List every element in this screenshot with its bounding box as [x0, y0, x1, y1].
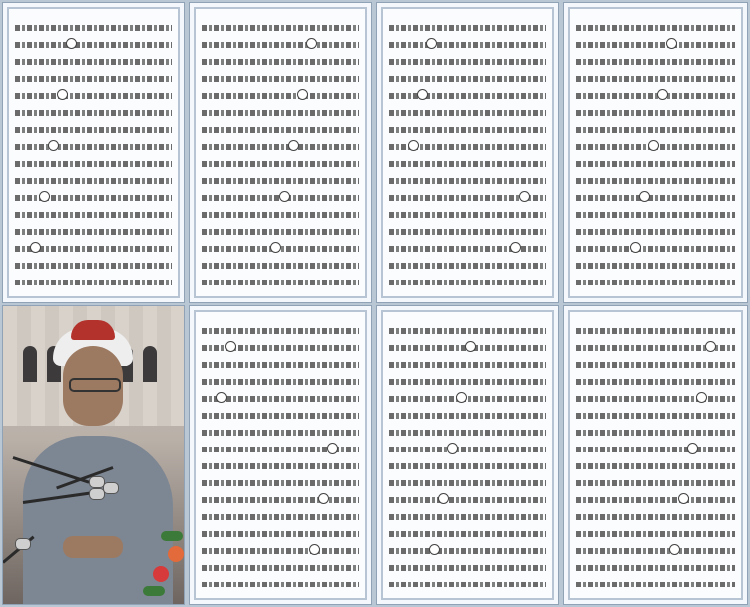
ayah-marker-icon: [429, 544, 440, 555]
hands: [63, 536, 123, 558]
text-line: [576, 514, 735, 520]
ayah-marker-icon: [309, 544, 320, 555]
page-frame: [381, 310, 554, 600]
text-line: [202, 25, 359, 31]
reciter-body: [23, 436, 173, 605]
text-line: [202, 42, 359, 48]
text-line: [389, 565, 546, 571]
text-line: [576, 76, 735, 82]
text-line: [576, 263, 735, 269]
text-line: [202, 362, 359, 368]
text-line: [576, 212, 735, 218]
text-line: [202, 514, 359, 520]
text-line: [576, 582, 735, 588]
text-line: [389, 548, 546, 554]
ayah-marker-icon: [30, 242, 41, 253]
microphone-icon: [15, 538, 31, 550]
text-line: [389, 480, 546, 486]
text-line: [202, 263, 359, 269]
page-frame: [194, 7, 367, 298]
text-line: [389, 582, 546, 588]
text-line: [389, 263, 546, 269]
quran-page-3: [376, 2, 559, 303]
text-line: [389, 413, 546, 419]
reciter-photo: [2, 305, 185, 605]
text-line: [389, 280, 546, 286]
text-line: [389, 497, 546, 503]
text-line: [389, 42, 546, 48]
text-line: [576, 565, 735, 571]
text-line: [389, 463, 546, 469]
text-line: [15, 144, 172, 150]
text-line: [389, 328, 546, 334]
text-line: [576, 229, 735, 235]
text-line: [389, 25, 546, 31]
text-line: [15, 110, 172, 116]
text-line: [202, 413, 359, 419]
text-line: [576, 362, 735, 368]
text-line: [389, 531, 546, 537]
ayah-marker-icon: [48, 140, 59, 151]
text-line: [389, 514, 546, 520]
text-line: [389, 93, 546, 99]
text-line: [202, 531, 359, 537]
text-line: [202, 161, 359, 167]
text-line: [576, 328, 735, 334]
text-line: [576, 110, 735, 116]
ayah-marker-icon: [216, 392, 227, 403]
page-frame: [568, 7, 743, 298]
text-line: [15, 59, 172, 65]
text-line: [202, 178, 359, 184]
text-line: [15, 93, 172, 99]
text-line: [576, 127, 735, 133]
quran-page-2: [189, 2, 372, 303]
text-line: [576, 548, 735, 554]
text-line: [389, 362, 546, 368]
text-line: [576, 447, 735, 453]
text-line: [202, 328, 359, 334]
text-line: [202, 548, 359, 554]
ayah-marker-icon: [648, 140, 659, 151]
text-line: [202, 582, 359, 588]
text-line: [389, 59, 546, 65]
text-line: [202, 127, 359, 133]
flower: [153, 566, 169, 582]
quran-page-1: [2, 2, 185, 303]
ayah-marker-icon: [327, 443, 338, 454]
arch: [23, 346, 37, 382]
text-line: [15, 280, 172, 286]
text-line: [576, 59, 735, 65]
text-line: [576, 42, 735, 48]
quran-page-7: [563, 305, 748, 605]
text-line: [576, 531, 735, 537]
leaf: [143, 586, 165, 596]
page-frame: [568, 310, 743, 600]
ayah-marker-icon: [639, 191, 650, 202]
text-line: [202, 144, 359, 150]
page-frame: [7, 7, 180, 298]
ayah-marker-icon: [408, 140, 419, 151]
ayah-marker-icon: [288, 140, 299, 151]
page-frame: [194, 310, 367, 600]
flower: [168, 546, 184, 562]
glasses: [69, 378, 121, 392]
text-line: [202, 93, 359, 99]
text-line: [576, 430, 735, 436]
text-line: [389, 447, 546, 453]
text-line: [576, 413, 735, 419]
text-line: [15, 42, 172, 48]
ayah-marker-icon: [39, 191, 50, 202]
text-line: [15, 76, 172, 82]
ayah-marker-icon: [447, 443, 458, 454]
text-line: [389, 110, 546, 116]
ayah-marker-icon: [456, 392, 467, 403]
text-line: [576, 463, 735, 469]
text-line: [202, 497, 359, 503]
text-line: [389, 246, 546, 252]
text-line: [389, 76, 546, 82]
text-line: [576, 379, 735, 385]
text-line: [202, 110, 359, 116]
text-line: [576, 396, 735, 402]
text-line: [202, 565, 359, 571]
ayah-marker-icon: [270, 242, 281, 253]
text-line: [389, 396, 546, 402]
text-line: [15, 263, 172, 269]
text-line: [202, 463, 359, 469]
ayah-marker-icon: [519, 191, 530, 202]
text-line: [202, 480, 359, 486]
text-line: [576, 178, 735, 184]
text-line: [576, 161, 735, 167]
text-line: [389, 212, 546, 218]
text-line: [576, 25, 735, 31]
ayah-marker-icon: [510, 242, 521, 253]
text-line: [15, 212, 172, 218]
ayah-marker-icon: [279, 191, 290, 202]
text-line: [202, 430, 359, 436]
text-line: [576, 497, 735, 503]
text-line: [15, 25, 172, 31]
text-line: [389, 161, 546, 167]
text-line: [202, 212, 359, 218]
text-line: [15, 229, 172, 235]
quran-page-4: [563, 2, 748, 303]
text-line: [576, 93, 735, 99]
quran-page-6: [376, 305, 559, 605]
text-line: [202, 379, 359, 385]
text-line: [389, 178, 546, 184]
quran-page-5: [189, 305, 372, 605]
text-line: [576, 195, 735, 201]
text-line: [15, 127, 172, 133]
ayah-marker-icon: [630, 242, 641, 253]
text-line: [15, 161, 172, 167]
red-cap: [71, 320, 115, 340]
leaf: [161, 531, 183, 541]
text-line: [576, 280, 735, 286]
text-line: [389, 127, 546, 133]
ayah-marker-icon: [669, 544, 680, 555]
text-line: [576, 480, 735, 486]
text-line: [389, 430, 546, 436]
text-line: [202, 280, 359, 286]
ayah-marker-icon: [687, 443, 698, 454]
microphone-icon: [103, 482, 119, 494]
text-line: [202, 229, 359, 235]
page-frame: [381, 7, 554, 298]
text-line: [15, 178, 172, 184]
arch: [143, 346, 157, 382]
text-line: [389, 379, 546, 385]
ayah-marker-icon: [696, 392, 707, 403]
text-line: [202, 59, 359, 65]
text-line: [576, 246, 735, 252]
text-line: [202, 76, 359, 82]
text-line: [389, 229, 546, 235]
